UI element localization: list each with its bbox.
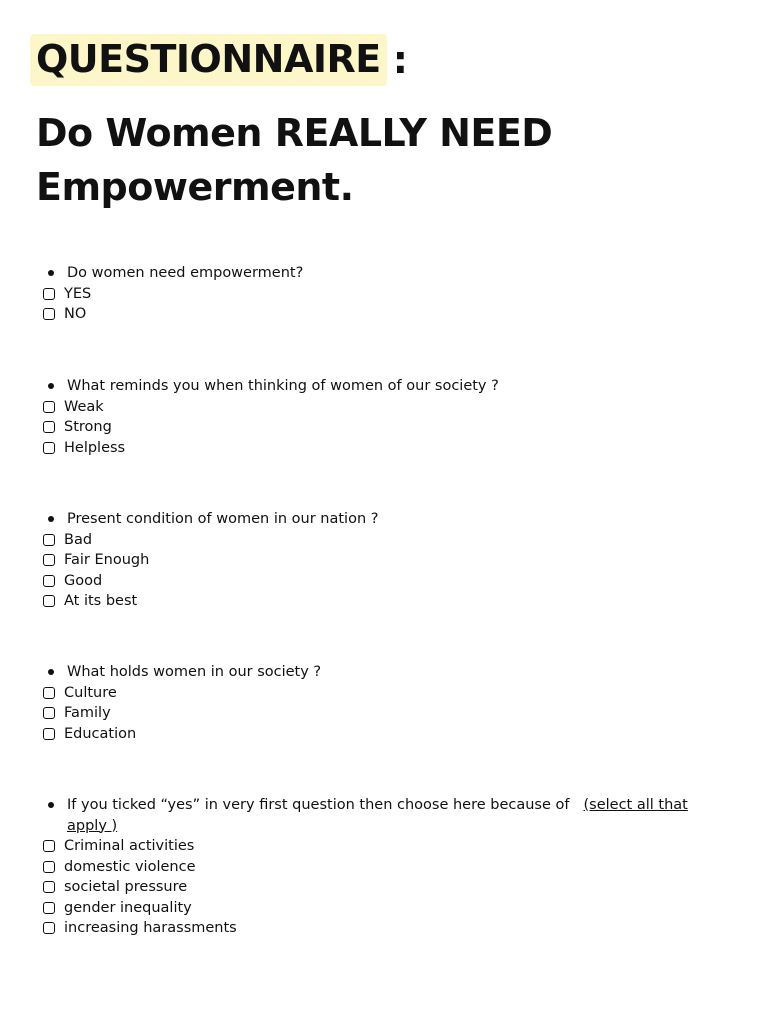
question-text: What holds women in our society ? — [67, 664, 322, 680]
bullet-icon — [42, 376, 67, 389]
option-label: Strong — [64, 419, 112, 435]
checkbox-icon[interactable] — [43, 554, 55, 566]
option-label: Family — [64, 705, 111, 721]
option-increasing-harassments[interactable] — [42, 918, 717, 939]
option-label: Helpless — [64, 439, 126, 456]
question-line — [42, 662, 717, 683]
option-yes[interactable] — [42, 284, 717, 305]
title-colon: : — [392, 38, 408, 82]
page-title: QUESTIONNAIRE — [30, 34, 387, 86]
option-weak[interactable] — [42, 397, 717, 418]
option-good[interactable] — [42, 571, 717, 592]
option-label: Weak — [64, 398, 104, 415]
option-label: Education — [64, 725, 137, 742]
question-text-main: If you ticked “yes” in very first question then choose here because of — [67, 797, 570, 813]
option-criminal-activities[interactable] — [42, 836, 717, 857]
question-1 — [42, 263, 717, 325]
option-at-its-best[interactable] — [42, 591, 717, 612]
select-all-note: (select all that apply ) — [67, 797, 688, 834]
checkbox-icon[interactable] — [43, 288, 55, 300]
option-label: increasing harassments — [64, 920, 237, 936]
option-label: Bad — [64, 531, 93, 548]
bullet-icon — [42, 263, 67, 276]
checkbox-icon[interactable] — [43, 534, 55, 546]
bullet-icon — [42, 662, 67, 675]
checkbox-icon[interactable] — [43, 902, 55, 914]
question-text: Do women need empowerment? — [67, 265, 304, 281]
option-no[interactable] — [42, 304, 717, 325]
option-bad[interactable] — [42, 530, 717, 551]
option-label: domestic violence — [64, 858, 196, 875]
checkbox-icon[interactable] — [43, 707, 55, 719]
question-text: Present condition of women in our nation ? — [67, 511, 379, 527]
option-education[interactable] — [42, 724, 717, 745]
option-culture[interactable] — [42, 683, 717, 704]
checkbox-icon[interactable] — [43, 575, 55, 587]
option-label: gender inequality — [64, 899, 192, 916]
title-row — [30, 34, 636, 86]
header — [30, 34, 636, 214]
option-family[interactable] — [42, 703, 717, 724]
option-strong[interactable] — [42, 417, 717, 438]
bullet-icon — [42, 509, 67, 522]
option-gender-inequality[interactable] — [42, 898, 717, 919]
question-line — [42, 376, 717, 397]
page-subtitle: Do Women REALLY NEED Empowerment. — [36, 111, 553, 209]
checkbox-icon[interactable] — [43, 687, 55, 699]
question-text: What reminds you when thinking of women of our society ? — [67, 378, 499, 394]
option-label: At its best — [64, 593, 138, 609]
option-label: YES — [64, 285, 92, 302]
checkbox-icon[interactable] — [43, 308, 55, 320]
option-fair-enough[interactable] — [42, 550, 717, 571]
question-4 — [42, 662, 717, 744]
question-text — [67, 795, 717, 836]
checkbox-icon[interactable] — [43, 728, 55, 740]
checkbox-icon[interactable] — [43, 595, 55, 607]
option-societal-pressure[interactable] — [42, 877, 717, 898]
checkbox-icon[interactable] — [43, 922, 55, 934]
bullet-icon — [42, 795, 67, 808]
checkbox-icon[interactable] — [43, 840, 55, 852]
question-line — [42, 509, 717, 530]
option-label: Good — [64, 572, 103, 589]
option-domestic-violence[interactable] — [42, 857, 717, 878]
question-3 — [42, 509, 717, 612]
option-label: societal pressure — [64, 879, 188, 895]
checkbox-icon[interactable] — [43, 421, 55, 433]
option-label: Culture — [64, 684, 117, 701]
option-label: Fair Enough — [64, 552, 150, 568]
option-label: Criminal activities — [64, 838, 195, 854]
checkbox-icon[interactable] — [43, 442, 55, 454]
question-line — [42, 795, 717, 836]
option-helpless[interactable] — [42, 438, 717, 459]
question-line — [42, 263, 717, 284]
checkbox-icon[interactable] — [43, 881, 55, 893]
checkbox-icon[interactable] — [43, 861, 55, 873]
option-label: NO — [64, 306, 87, 322]
question-5 — [42, 795, 717, 939]
checkbox-icon[interactable] — [43, 401, 55, 413]
question-2 — [42, 376, 717, 458]
